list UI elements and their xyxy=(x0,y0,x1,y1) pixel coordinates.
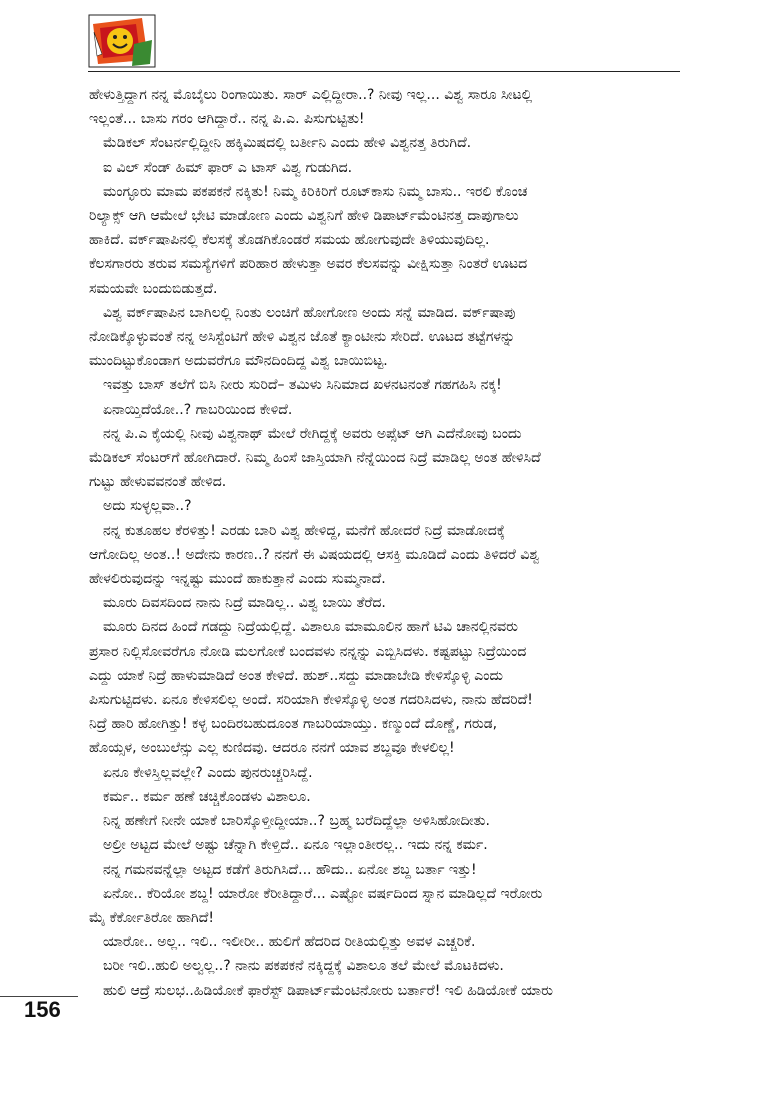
text-line: ಮುಂದಿಟ್ಟುಕೊಂಡಾಗ ಅದುವರೆಗೂ ಮೌನದಿಂದಿದ್ದ ವಿಶ್ವ ಬಾಯಿಬಿಟ್ಟ. xyxy=(89,353,388,370)
text-line: ಹೇಳುತ್ತಿದ್ದಾಗ ನನ್ನ ಮೊಬೈಲು ರಿಂಗಾಯಿತು. ಸಾರ್ ಎಲ್ಲಿದ್ದೀರಾ..? ನೀವು ಇಲ್ಲ... ವಿಶ್ವ ಸಾರೂ ಸೀಟಲ್ಲಿ xyxy=(89,87,533,103)
text-line: ನನ್ನ ಗಮನವನ್ನೆಲ್ಲಾ ಅಟ್ಟದ ಕಡೆಗೆ ತಿರುಗಿಸಿದೆ... ಹೌದು.. ಏನೋ ಶಬ್ದ ಬರ್ತಾ ಇತ್ತು! xyxy=(103,861,477,878)
text-line: ಮೆಡಿಕಲ್ ಸೆಂಟರ್‌ಗೆ ಹೋಗಿದಾರೆ. ನಿಮ್ಮ ಹಿಂಸೆ ಜಾಸ್ತಿಯಾಗಿ ನೆನ್ನೆಯಿಂದ ನಿದ್ರೆ ಮಾಡಿಲ್ಲ ಅಂತ ಹೇಳಿಸಿದೆ xyxy=(89,450,541,467)
text-line: ಮೈ ಕೆರ್ಕೋತಿರೋ ಹಾಗಿದೆ! xyxy=(89,909,214,926)
text-line: ಹೇಳಲಿರುವುದನ್ನು ಇನ್ನಷ್ಟು ಮುಂದೆ ಹಾಕುತ್ತಾನೆ ಎಂದು ಸುಮ್ಮನಾದೆ. xyxy=(89,571,386,588)
text-line: ಗುಟ್ಟು ಹೇಳುವವನಂತೆ ಹೇಳಿದ. xyxy=(89,474,227,491)
text-line: ಇಲ್ಲಂತೆ... ಬಾಸು ಗರಂ ಆಗಿದ್ದಾರೆ.. ನನ್ನ ಪಿ.ಎ. ಪಿಸುಗುಟ್ಟಿತು! xyxy=(89,111,365,128)
text-line: ನನ್ನ ಪಿ.ಎ ಕೈಯಲ್ಲಿ ನೀವು ವಿಶ್ವನಾಥ್ ಮೇಲೆ ರೇಗಿದ್ದಕ್ಕೆ ಅವರು ಅಪ್ಸೆಟ್ ಆಗಿ ಎದೆನೋವು ಬಂದು xyxy=(103,425,522,442)
text-line: ನಿದ್ರೆ ಹಾರಿ ಹೋಗಿತ್ತು! ಕಳ್ಳ ಬಂದಿರಬಹುದೂಂತ ಗಾಬರಿಯಾಯ್ತು. ಕಣ್ಮುಂದೆ ದೊಣ್ಣೆ, ಗರುಡ, xyxy=(89,716,498,733)
text-line: ಏನೂ ಕೇಳಿಸ್ತಿಲ್ಲವಲ್ಲೇ? ಎಂದು ಪುನರುಚ್ಚರಿಸಿದ್ದೆ. xyxy=(103,764,313,781)
text-line: ನೋಡಿಕ್ಕೊಳ್ಳುವಂತೆ ನನ್ನ ಅಸಿಸ್ಟೆಂಟಿಗೆ ಹೇಳಿ ವಿಶ್ವನ ಜೊತೆ ಕ್ಯಾಂಟೀನು ಸೇರಿದೆ. ಊಟದ ತಟ್ಟೆಗಳನ್ನು xyxy=(89,329,516,346)
text-line: ಹಾಕಿದೆ. ವರ್ಕ್‌ಷಾಪಿನಲ್ಲಿ ಕೆಲಸಕ್ಕೆ ತೊಡಗಿಕೊಂಡರೆ ಸಮಯ ಹೋಗುವುದೇ ತಿಳಿಯುವುದಿಲ್ಲ. xyxy=(89,232,490,249)
text-line: ನನ್ನ ಕುತೂಹಲ ಕೆರಳಿತ್ತು! ಎರಡು ಬಾರಿ ವಿಶ್ವ ಹೇಳಿದ್ದ, ಮನೆಗೆ ಹೋದರೆ ನಿದ್ರೆ ಮಾಡೋದಕ್ಕೆ xyxy=(103,522,505,539)
text-line: ಅಲ್ರೀ ಅಟ್ಟದ ಮೇಲೆ ಅಷ್ಟು ಚೆನ್ನಾಗಿ ಕೇಳ್ತಿದೆ.. ಏನೂ ಇಲ್ಲಾಂತೀರಲ್ಲ.. ಇದು ನನ್ನ ಕರ್ಮ. xyxy=(103,837,488,854)
text-line: ವಿಶ್ವ ವರ್ಕ್‌ಷಾಪಿನ ಬಾಗಿಲಲ್ಲಿ ನಿಂತು ಲಂಚಿಗೆ ಹೋಗೋಣ ಅಂದು ಸನ್ನೆ ಮಾಡಿದ. ವರ್ಕ್‌ಷಾಪು xyxy=(103,304,516,321)
text-line: ಏನಾಯ್ತಿದೆಯೋ..? ಗಾಬರಿಯಿಂದ ಕೇಳಿದೆ. xyxy=(103,401,293,418)
text-line: ಕರ್ಮ.. ಕರ್ಮ ಹಣೆ ಚಚ್ಚಿಕೊಂಡಳು ವಿಶಾಲೂ. xyxy=(103,788,311,805)
header-rule xyxy=(88,71,680,72)
text-line: ಯಾರೋ.. ಅಲ್ಲ.. ಇಲಿ.. ಇಲೀರೀ.. ಹುಲಿಗೆ ಹೆದರಿದ ರೀತಿಯಲ್ಲಿತ್ತು ಅವಳ ಎಚ್ಚರಿಕೆ. xyxy=(103,934,476,951)
text-line: ಅದು ಸುಳ್ಳಲ್ಲವಾ..? xyxy=(103,498,192,515)
text-line: ಇವತ್ತು ಬಾಸ್ ತಲೆಗೆ ಬಿಸಿ ನೀರು ಸುರಿದೆ– ತಮಿಳು ಸಿನಿಮಾದ ಖಳನಟನಂತೆ ಗಹಗಹಿಸಿ ನಕ್ಕ! xyxy=(103,377,502,394)
text-line: ಮೂರು ದಿವಸದಿಂದ ನಾನು ನಿದ್ರೆ ಮಾಡಿಲ್ಲ.. ವಿಶ್ವ ಬಾಯಿ ತೆರೆದ. xyxy=(103,595,386,612)
text-line: ನಿನ್ನ ಹಣೇಗೆ ನೀನೇ ಯಾಕೆ ಬಾರಿಸ್ಕೊಳ್ತೀದ್ದೀಯಾ..? ಬ್ರಹ್ಮ ಬರೆದಿದ್ದೆಲ್ಲಾ ಅಳಿಸಿಹೋದೀತು. xyxy=(103,813,490,830)
text-line: ಸಮಯವೇ ಬಂದುಬಿಡುತ್ತದೆ. xyxy=(89,280,218,297)
page-number: 156 xyxy=(24,997,61,1022)
text-line: ಆಗೋದಿಲ್ಲ ಅಂತ..! ಅದೇನು ಕಾರಣ..? ನನಗೆ ಈ ವಿಷಯದಲ್ಲಿ ಆಸಕ್ತಿ ಮೂಡಿದೆ ಎಂದು ತಿಳಿದರೆ ವಿಶ್ವ xyxy=(89,546,540,563)
body-text xyxy=(89,83,684,1003)
text-line: ಪ್ರಸಾರ ನಿಲ್ಲಿಸೋವರೆಗೂ ನೋಡಿ ಮಲಗೋಕೆ ಬಂದವಳು ನನ್ನನ್ನು ಎಬ್ಬಿಸಿದಳು. ಕಷ್ಟಪಟ್ಟು ನಿದ್ರೆಯಿಂದ xyxy=(89,643,527,660)
text-line: ರಿಲ್ಯಾಕ್ಸ್ ಆಗಿ ಆಮೇಲೆ ಭೇಟಿ ಮಾಡೋಣ ಎಂದು ವಿಶ್ವನಿಗೆ ಹೇಳಿ ಡಿಪಾರ್ಟ್‌ಮೆಂಟಿನತ್ತ ದಾಪುಗಾಲು xyxy=(89,208,519,225)
text-line: ಮಂಗ್ಳೂರು ಮಾಮ ಪಕಪಕನೆ ನಕ್ಕಿತು! ನಿಮ್ಮ ಕಿರಿಕಿರಿಗೆ ರೂಟ್‌ಕಾಸು ನಿಮ್ಮ ಬಾಸು.. ಇರಲಿ ಕೊಂಚ xyxy=(103,183,528,200)
text-line: ಮೂರು ದಿನದ ಹಿಂದೆ ಗಡದ್ದು ನಿದ್ರೆಯಲ್ಲಿದ್ದೆ. ವಿಶಾಲೂ ಮಾಮೂಲಿನ ಹಾಗೆ ಟಿವಿ ಚಾನಲ್ಲಿನವರು xyxy=(103,619,518,636)
text-line: ಐ ವಿಲ್ ಸೆಂಡ್ ಹಿಮ್ ಫಾರ್ ಎ ಟಾಸ್ ವಿಶ್ವ ಗುಡುಗಿದ. xyxy=(103,159,353,176)
text-line: ಕೆಲಸಗಾರರು ತರುವ ಸಮಸ್ಯೆಗಳಿಗೆ ಪರಿಹಾರ ಹೇಳುತ್ತಾ ಅವರ ಕೆಲಸವನ್ನು ವೀಕ್ಷಿಸುತ್ತಾ ನಿಂತರೆ ಊಟದ xyxy=(89,256,528,273)
smiley-face-icon xyxy=(88,14,156,68)
logo xyxy=(88,14,156,68)
text-line: ಮೆಡಿಕಲ್ ಸೆಂಟರ್ನಲ್ಲಿದ್ದೀನಿ ಹಕ್ಕಿಮಿಷದಲ್ಲಿ ಬರ್ತೀನಿ ಎಂದು ಹೇಳಿ ವಿಶ್ವನತ್ತ ತಿರುಗಿದೆ. xyxy=(103,135,472,152)
text-line: ಹೊಯ್ಸಳ, ಅಂಬುಲೆನ್ಸು ಎಲ್ಲ ಕುಣಿದವು. ಆದರೂ ನನಗೆ ಯಾವ ಶಬ್ದವೂ ಕೇಳಲಿಲ್ಲ! xyxy=(89,740,455,757)
text-line: ಎದ್ದು ಯಾಕೆ ನಿದ್ರೆ ಹಾಳುಮಾಡಿದೆ ಅಂತ ಕೇಳಿದೆ. ಹುಶ್..ಸದ್ದು ಮಾಡಾಬೇಡಿ ಕೇಳಿಸ್ಕೊಳ್ಳಿ ಎಂದು xyxy=(89,667,503,684)
text-line: ಪಿಸುಗುಟ್ಟಿದಳು. ಏನೂ ಕೇಳಿಸಲಿಲ್ಲ ಅಂದೆ. ಸರಿಯಾಗಿ ಕೇಳಿಸ್ಕೊಳ್ಳಿ ಅಂತ ಗದರಿಸಿದಳು, ನಾನು ಹೆದರಿದೆ! xyxy=(89,692,533,709)
text-line: ಏನೋ.. ಕೆರಿಯೋ ಶಬ್ದ! ಯಾರೋ ಕೆರೀತಿದ್ದಾರೆ... ಎಷ್ಟೋ ವರ್ಷದಿಂದ ಸ್ನಾನ ಮಾಡಿಲ್ಲದೆ ಇರೋರು xyxy=(103,885,543,902)
text-line: ಹುಲಿ ಆದ್ರೆ ಸುಲಭ..ಹಿಡಿಯೋಕೆ ಫಾರೆಸ್ಟ್ ಡಿಪಾರ್ಟ್‌ಮೆಂಟಿನೋರು ಬರ್ತಾರೆ! ಇಲಿ ಹಿಡಿಯೋಕೆ ಯಾರು xyxy=(103,982,553,999)
text-line: ಬರೀ ಇಲಿ..ಹುಲಿ ಅಲ್ವಲ್ಲ..? ನಾನು ಪಕಪಕನೆ ನಕ್ಕಿದ್ದಕ್ಕೆ ವಿಶಾಲೂ ತಲೆ ಮೇಲೆ ಮೊಟಕಿದಳು. xyxy=(103,958,504,975)
